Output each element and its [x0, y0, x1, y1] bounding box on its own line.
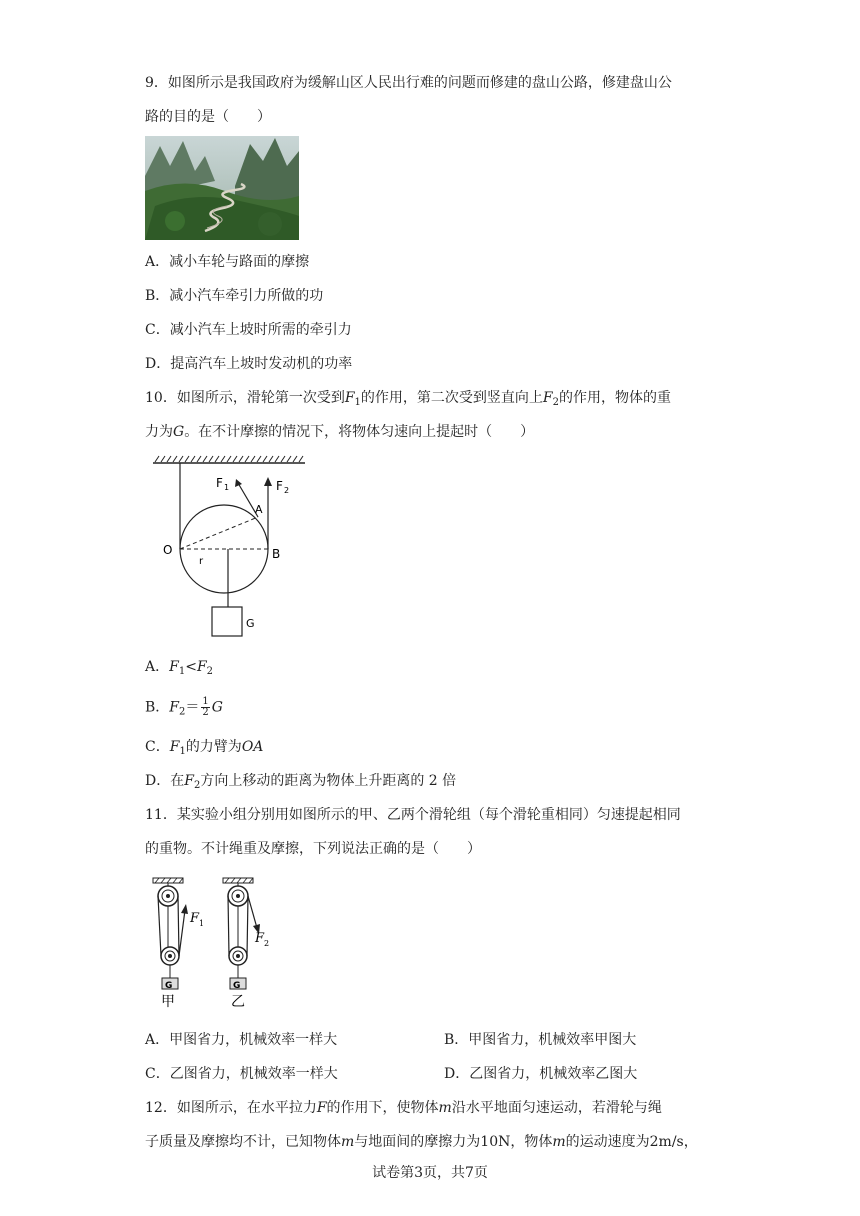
label-o: O	[163, 543, 173, 557]
q9-option-d: D．提高汽车上坡时发动机的功率	[145, 356, 353, 372]
q9-stem-line2: 路的目的是（ ）	[145, 109, 271, 125]
label-r: r	[199, 556, 204, 567]
q10-stem-line1: 10．如图所示，滑轮第一次受到$F_1$的作用，第二次受到竖直向上$F_2$的作用，物体的重	[145, 390, 672, 408]
q11-option-d: D．乙图省力，机械效率乙图大	[444, 1066, 638, 1082]
q12-stem-line2: 子质量及摩擦均不计，已知物体m与地面间的摩擦力为10N，物体m的运动速度为2m/s，	[145, 1134, 698, 1150]
label-f1-jia-sub: 1	[199, 919, 205, 928]
page-footer: 试卷第3页，共7页	[372, 1165, 488, 1181]
q9-option-b: B．减小汽车牵引力所做的功	[145, 288, 324, 304]
q11-stem-line2: 的重物。不计绳重及摩擦，下列说法正确的是（ ）	[145, 841, 481, 857]
q9-stem-line1: 9．如图所示是我国政府为缓解山区人民出行难的问题而修建的盘山公路，修建盘山公	[145, 75, 672, 91]
q10-stem-line2: 力为G。在不计摩擦的情况下，将物体匀速向上提起时（ ）	[145, 424, 535, 440]
label-jia: 甲	[161, 994, 175, 1010]
label-f1-jia: F	[190, 911, 200, 926]
label-f1-sub: 1	[224, 483, 230, 492]
q11-stem-line1: 11．某实验小组分别用如图所示的甲、乙两个滑轮组（每个滑轮重相同）匀速提起相同	[145, 807, 681, 823]
mountain-road-photo	[145, 136, 299, 240]
label-f2-yi: F	[255, 931, 265, 946]
q10-option-d: D．在$F_2$方向上移动的距离为物体上升距离的 2 倍	[145, 773, 457, 791]
q10-option-b: B．$F_2=$ $\frac{1}{2}$ G	[145, 696, 223, 718]
q12-stem-line1: 12．如图所示，在水平拉力F的作用下，使物体m沿水平地面匀速运动，若滑轮与绳	[145, 1100, 662, 1116]
label-f2-sub: 2	[284, 486, 290, 495]
label-g: G	[246, 617, 255, 630]
q9-option-c: C．减小汽车上坡时所需的牵引力	[145, 322, 352, 338]
fraction-one-half: $\frac{1}{2}$	[202, 696, 209, 718]
label-b: B	[272, 547, 281, 561]
q10-option-a: A．$F_1<F_2$	[145, 659, 214, 677]
label-f1: F	[216, 476, 223, 490]
q11-pulley-groups-figure	[145, 876, 295, 1020]
label-yi: 乙	[231, 994, 245, 1010]
label-f2-yi-sub: 2	[264, 939, 270, 948]
label-g-yi: G	[233, 981, 241, 991]
q9-option-a: A．减小车轮与路面的摩擦	[145, 254, 310, 270]
label-a: A	[255, 503, 263, 516]
q11-option-a: A．甲图省力，机械效率一样大	[145, 1032, 338, 1048]
q10-option-c: C．$F_1$的力臂为OA	[145, 739, 264, 757]
label-g-jia: G	[165, 981, 173, 991]
label-f2: F	[276, 479, 283, 493]
q10-pulley-figure	[145, 455, 315, 649]
q11-option-b: B．甲图省力，机械效率甲图大	[444, 1032, 637, 1048]
q11-option-c: C．乙图省力，机械效率一样大	[145, 1066, 338, 1082]
